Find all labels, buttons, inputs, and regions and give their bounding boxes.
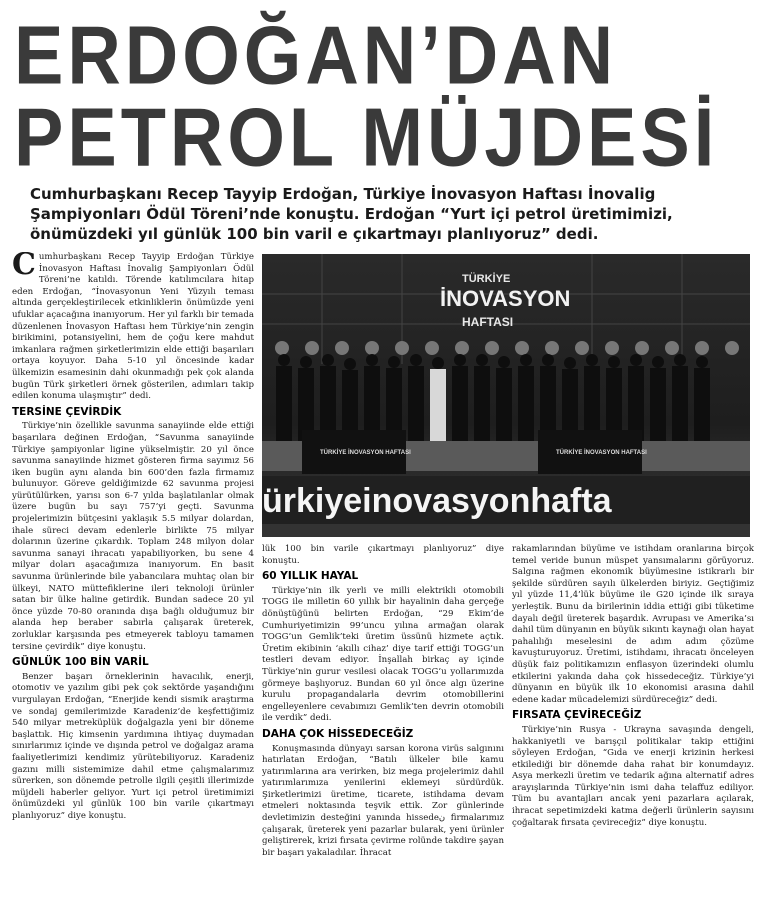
article-column-2 xyxy=(262,544,504,894)
subhead-daha-cok-hissedecegiz: DAHA ÇOK HİSSEDECEĞİZ xyxy=(262,727,414,740)
column-1-paragraph-3: Benzer başarı örneklerinin havacılık, enerji, otomotiv ve yazılım gibi pek çok sektörde yaşandığını vurgulayan Erdoğan, “Enerjide kendi sismik araştırma ve sondaj gemilerimizde Karadeniz’de keşfettiğimiz 540 milyar metreküplük doğalgazla yeni bir döneme başlattık. Hiç kimsenin yardımına ihtiyaç duymadan sınırlarımız içinde ve dışında petrol ve doğalgaz arama faaliyetlerimizi kendimiz yürütebiliyoruz. Karadeniz gazını milli sistemimize dahil etme çalışmalarımız sürerken, son dönemde petrolle ilgili çeşitli illerimizde müjdeli haberler geliyor. Yurt içi petrol üretimimizi önümüzdeki yıl günlük 100 bin varile çıkartmayı planlıyoruz” diye konuştu. xyxy=(12,671,254,821)
article-column-1 xyxy=(12,252,254,892)
subhead-tersine-cevirdik: TERSİNE ÇEVİRDİK xyxy=(12,405,122,418)
column-1-paragraph-2: Türkiye’nin özellikle savunma sanayiinde elde ettiği başarılara değinen Erdoğan, “Savunma sanayiinde Türkiye şampiyonlar ligine yükselmiştir. 20 yıl önce savunma sanayiinde hizmet gösteren firma sayımız 56 iken bugün aynı alanda bin 600’den fazla firmamız bulunuyor. Göreve geldiğimizde 62 savunma projesi yürütülürken, yarısı son 6-7 yılda başlatılanlar olmak üzere bugün bu sayı 757’yi geçti. Savunma projelerimizin bütçesini yaklaşık 5.5 milyar dolardan, ihale süreci devam edenlerle birlikte 75 milyar dolarının üzerine çıkardık. Toplam 248 milyon dolar savunma sanayi ihracatı yapabiliyorken, bu sene 4 milyar doları aşacağımıza inanıyorum. En basit savunma ürünlerinde bile yabancılara muhtaç olan bir ülkeyi, NATO müttefiklerine ileri teknoloji ürünler satan bir ülke haline getirdik. Bundan sadece 20 yıl önce yüzde 70-80 oranında dışa bağlı olduğumuz bir alanda hep beraber sabırla çalışarak üreterek, zorluklar karşısında pes etmeyerek tabloyu tamamen tersine çevirdik” diye konuştu. xyxy=(12,421,254,652)
screen-title-3: HAFTASI xyxy=(462,315,514,329)
screen-title-2: İNOVASYON xyxy=(440,286,571,311)
article-column-3 xyxy=(512,544,754,894)
column-1-intro xyxy=(12,252,254,403)
column-2-paragraph-0: lük 100 bin varile çıkartmayı planlıyoruz” diye konuştu. xyxy=(262,544,504,566)
ceremony-photo-svg xyxy=(262,254,750,537)
subhead-60-yillik-hayal: 60 YILLIK HAYAL xyxy=(262,570,359,583)
subhead-firsata-cevirecegiz: FIRSATA ÇEVİRECEĞİZ xyxy=(512,709,642,722)
column-3-paragraph-2: Türkiye’nin Rusya - Ukrayna savaşında dengeli, hakkaniyetli ve barışçıl politikalar takip ettiğini söyleyen Erdoğan, “Gıda ve enerji krizinin herkesi etkilediği bir dönemde daha rahat bir konumdayız. Asya merkezli üretim ve tedarik ağına alternatif adres arayışlarında Türkiye’nin ismi daha telaffuz ediliyor. Tüm bu avantajları ancak yeni pazarlara açılarak, ihracat sepetimizdeki katma değerli ürünlerin sayısını çoğaltarak fırsata çevireceğiz” diye konuştu. xyxy=(512,724,754,828)
podium-left-label: TÜRKİYE İNOVASYON HAFTASI xyxy=(320,450,411,456)
banner-base xyxy=(262,524,750,537)
podium-right-label: TÜRKİYE İNOVASYON HAFTASI xyxy=(556,450,647,456)
podium-right xyxy=(538,430,647,474)
article-deck: Cumhurbaşkanı Recep Tayyip Erdoğan, Türkiye İnovasyon Haftası İnovalig Şampiyonları Ödül Töreni’nde konuştu. Erdoğan “Yurt içi petrol üretimimizi, önümüzdeki yıl günlük 100 bin varil e çıkartmayı planlıyoruz” dedi. xyxy=(30,185,673,243)
screen-title-1: TÜRKİYE xyxy=(462,273,511,285)
headline-line-2: PETROL MÜJDESİ xyxy=(14,90,719,184)
column-2-paragraph-1: Türkiye’nin ilk yerli ve milli elektrikli otomobili TOGG ile milletin 60 yıllık bir hayalinin daha gerçeğe dönüştüğünü belirten Erdoğan, “29 Ekim’de Cumhuriyetimizin 99’uncu yılına armağan olarak TOGG’un Gemlik’teki üretim üssünü hizmete açtık. Üretim ekibinin ‘akıllı cihaz’ diye tarif ettiği TOGG’un testleri devam ediyor. İnşallah birkaç ay içinde Türkiye’nin gurur vesilesi olacak TOGG’u yollarımızda görmeye başlıyoruz. Bundan 60 yıl önce algı üzerine kurulu propagandalarla devrim otomobillerini engelleyenlere cevabımızı Gemlik’ten devrin otomobili ile verdik” dedi. xyxy=(262,585,504,724)
column-1-paragraph-1: umhurbaşkanı Recep Tayyip Erdoğan Türkiye İnovasyon Haftası İnovalig Şampiyonları Ödül Töreni’ne katıldı. Törende katılımcılara hitap eden Erdoğan, “İnovasyonun Yeni Yüzyılı teması altında gerçekleştirilecek etkinliklerin önümüzde yeni ufuklar açacağına inanıyorum. Her yıl farklı bir temada düzenlenen İnovasyon Haftası hem Türkiye’nin zengin birikimini, potansiyelini, hem de çoğu kere mahdut imkanlara rağmen şirketlerimizin elde ettiği başarıları ortaya koyuyor. Daha 5-10 yıl öncesinde kadar ülkemizin esamesinin dahi okunmadığı pek çok alanda bugün Türk şirketleri örnek gösterilen, adımları takip edilen konuma ulaşmıştır” dedi. xyxy=(12,252,254,402)
subhead-gunluk-100-bin-varil: GÜNLÜK 100 BİN VARİL xyxy=(12,656,149,669)
column-3-paragraph-1: rakamlarından büyüme ve istihdam oranlarına birçok temel veride bunun müspet yansımalarını görüyoruz. Salgına rağmen ekonomik büyümesine istikrarlı bir şekilde sürdüren sayılı ülkelerden biriyiz. Geçtiğimiz yıl yüzde 11,4’lük büyüme ile G20 içinde ilk sıraya yerleştik. Bunu da birilerinin iddia ettiği gibi tüketime dayalı değil üreterek başardık. Avrupası ve Amerika’sı dahil tüm dünyanın en büyük sıkıntı kaynağı olan hayat pahalılığı meselesini de adım adım çözüme kavuşturuyoruz. Üretimi, istihdamı, ihracatı önceleyen düşük faiz politikamızın enflasyon üzerindeki olumlu etkilerini yakında daha çok hissedeceğiz. Türkiye’yi dünyanın en büyük ilk 10 ekonomisi arasına dahil edene kadar mücadelemizi sürdüreceğiz” dedi. xyxy=(512,544,754,705)
headline-line-1: ERDOĞAN’DAN xyxy=(14,8,618,102)
column-2-paragraph-2: Konuşmasında dünyayı sarsan korona virüs salgınını hatırlatan Erdoğan, “Batılı ülkeler bile kamu yatırımlarına ara verirken, biz mega projelerimiz dahil yatırımlarımıza yenilerini eklemeyi sürdürdük. Şirketlerimizi üretime, ticarete, istihdama devam etmeleri noktasında teşvik ettik. Zor günlerinde devletimizin desteğini yanında hissedeن firmalarımız çalışarak, üreterek yeni pazarlar bularak, yeni ürünler geliştirerek, krizi fırsata çevirme rolünde takdire şayan bir başarı yakaladılar. İhracat xyxy=(262,743,504,858)
podium-left xyxy=(302,430,411,474)
banner-text: ürkiyeinovasyonhafta xyxy=(262,482,612,520)
drop-cap: C xyxy=(12,252,36,282)
ceremony-photo xyxy=(262,254,750,537)
